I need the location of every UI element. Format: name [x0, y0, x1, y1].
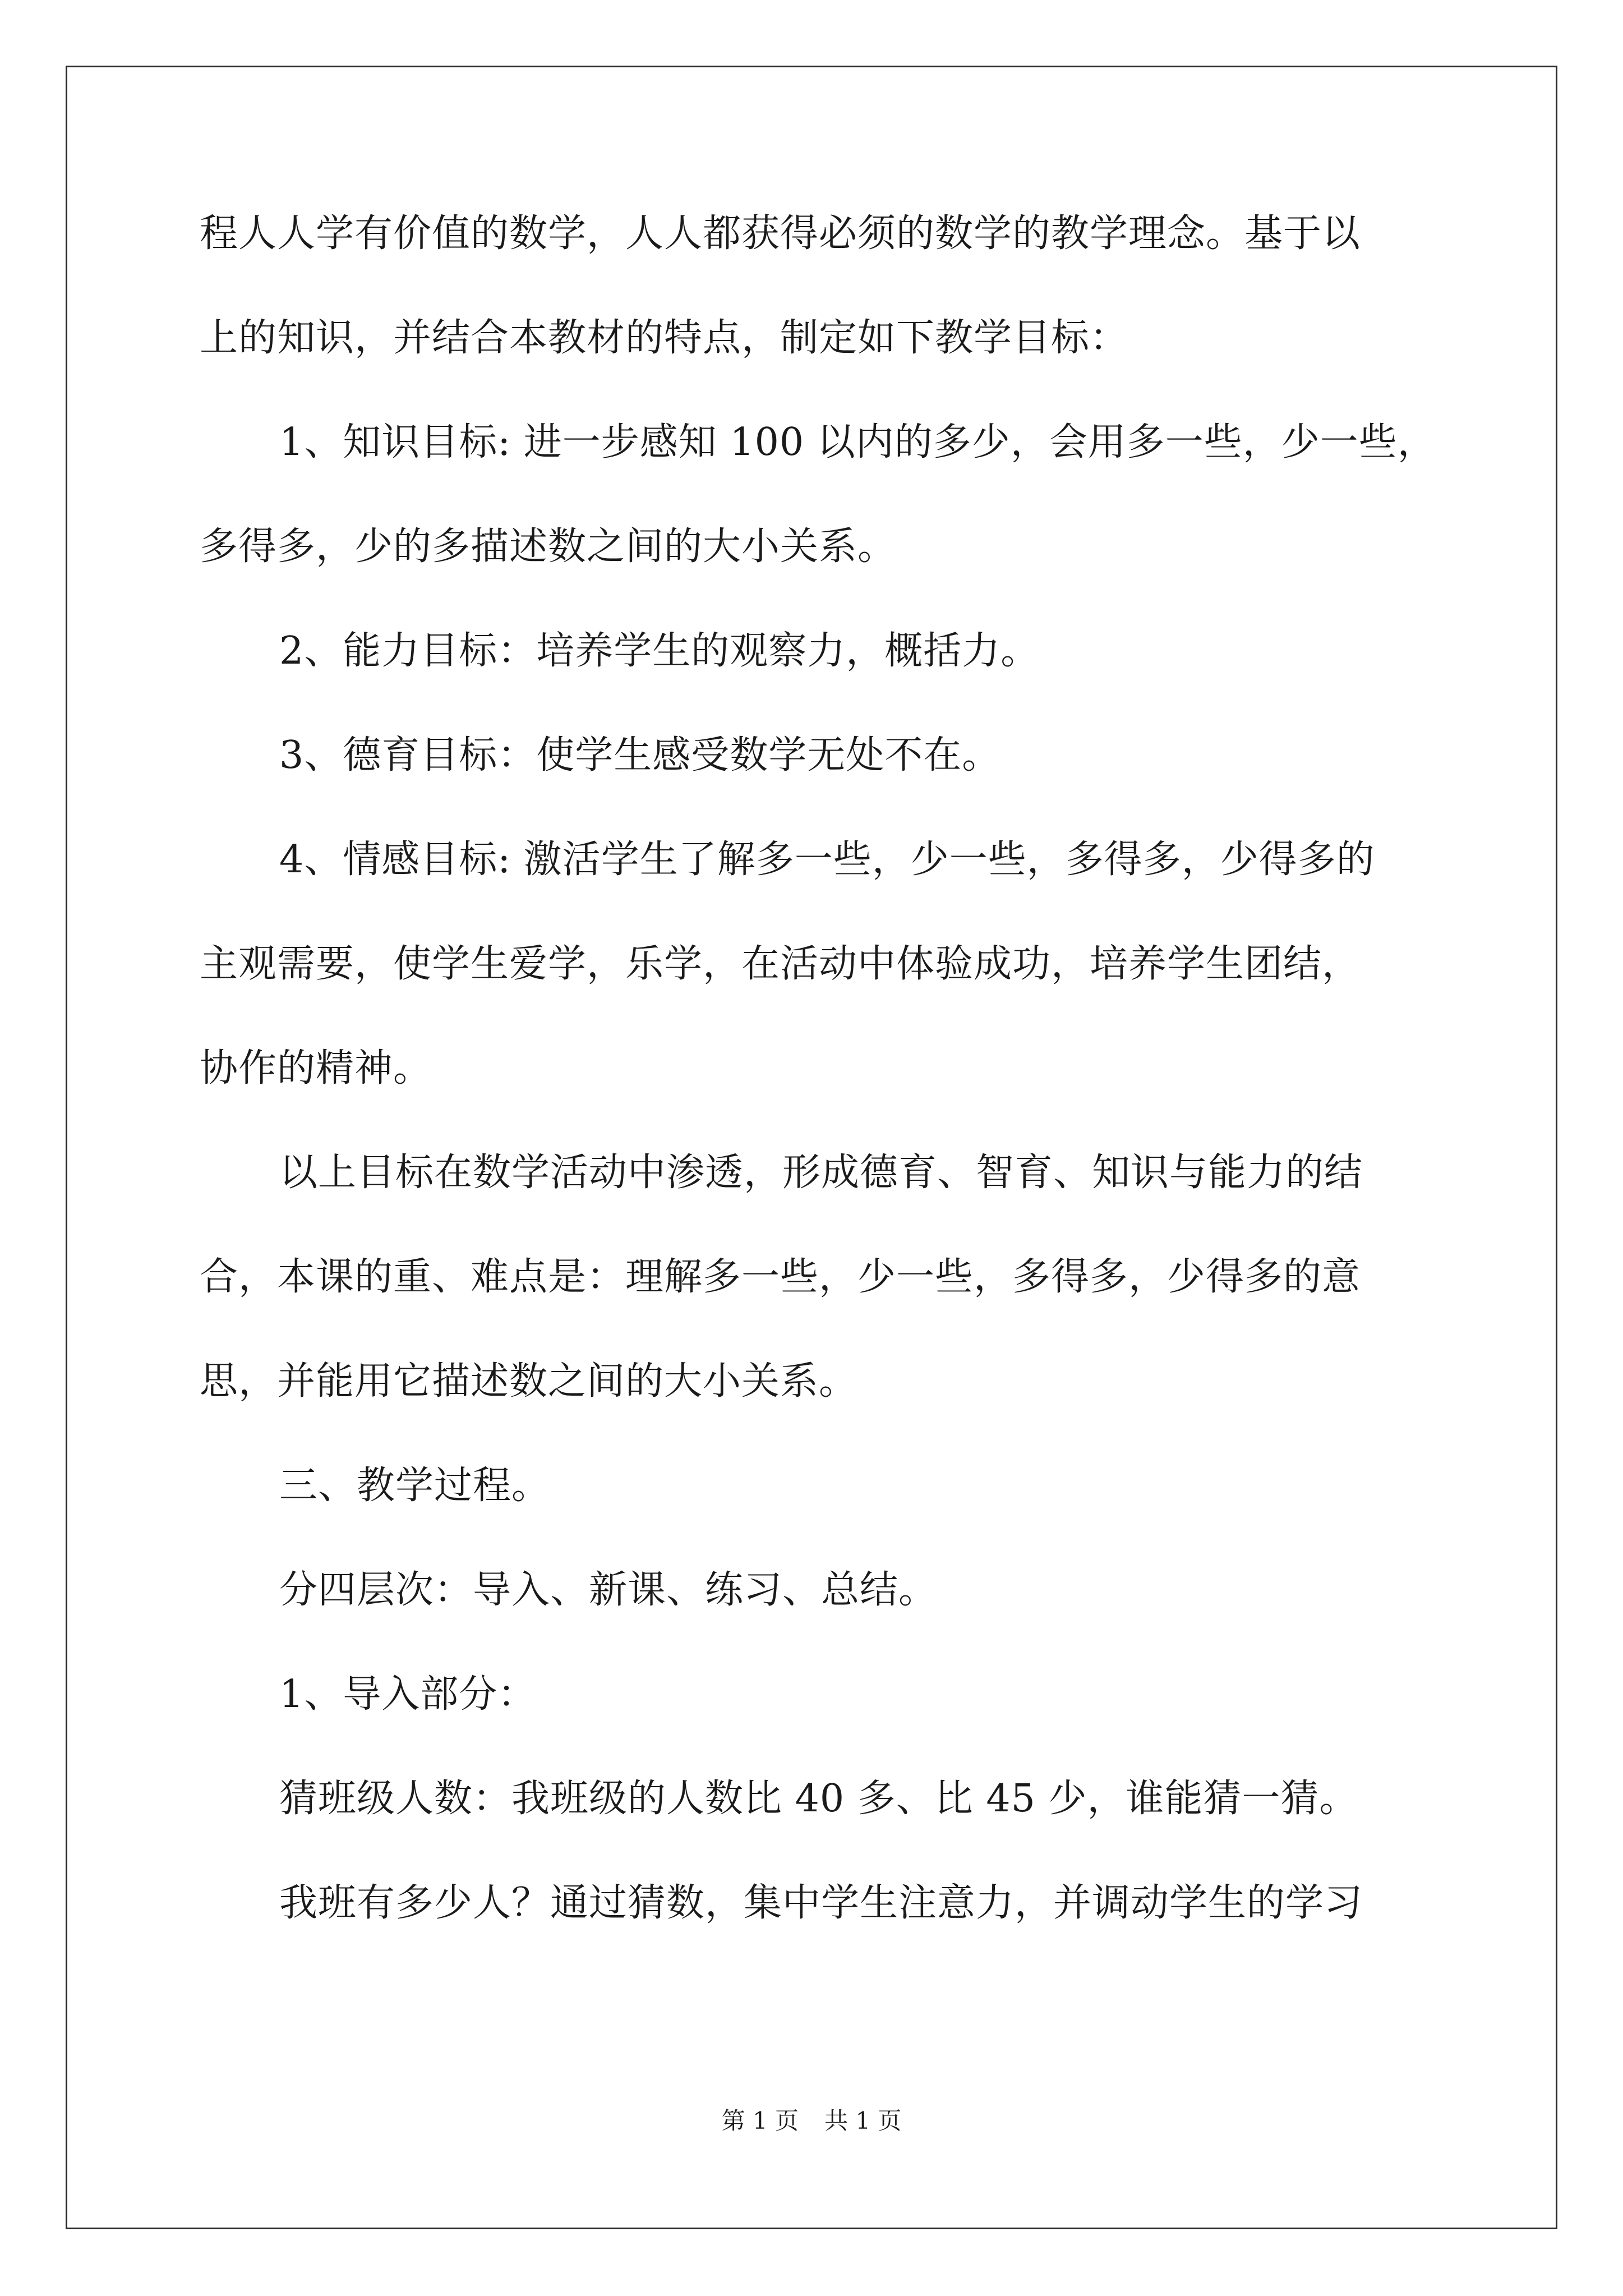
text-line: 以上目标在数学活动中渗透，形成德育、智育、知识与能力的结: [279, 1151, 1363, 1195]
page-footer: [0, 2104, 1623, 2138]
text-line: 协作的精神。: [200, 1046, 432, 1091]
text-line: 1、知识目标: 进一步感知 100 以内的多少，会用多一些，少一些，: [279, 420, 1436, 464]
text-line: 思，并能用它描述数之间的大小关系。: [200, 1359, 858, 1404]
text-line: 程人人学有价值的数学，人人都获得必须的数学的教学理念。基于以: [200, 211, 1361, 256]
page-number-current: 第 1 页: [721, 2107, 799, 2134]
text-line: 合，本课的重、难点是：理解多一些，少一些，多得多，少得多的意: [200, 1255, 1361, 1299]
text-line: 多得多，少的多描述数之间的大小关系。: [200, 524, 897, 569]
page-number-total: 共 1 页: [824, 2107, 902, 2134]
text-line: 三、教学过程。: [279, 1464, 551, 1508]
text-line: 1、导入部分：: [279, 1672, 537, 1717]
text-line: 2、能力目标：培养学生的观察力，概括力。: [279, 629, 1040, 673]
text-line: 上的知识，并结合本教材的特点，制定如下教学目标：: [200, 316, 1129, 360]
text-line: 猜班级人数：我班级的人数比 40 多、比 45 少，谁能猜一猜。: [279, 1777, 1358, 1821]
text-line: 我班有多少人？通过猜数，集中学生注意力，并调动学生的学习: [279, 1881, 1363, 1925]
text-line: 主观需要，使学生爱学，乐学，在活动中体验成功，培养学生团结，: [200, 942, 1361, 986]
text-line: 3、德育目标：使学生感受数学无处不在。: [279, 733, 1001, 777]
text-line: 4、情感目标: 激活学生了解多一些，少一些，多得多，少得多的: [279, 838, 1375, 882]
text-line: 分四层次：导入、新课、练习、总结。: [279, 1568, 938, 1612]
